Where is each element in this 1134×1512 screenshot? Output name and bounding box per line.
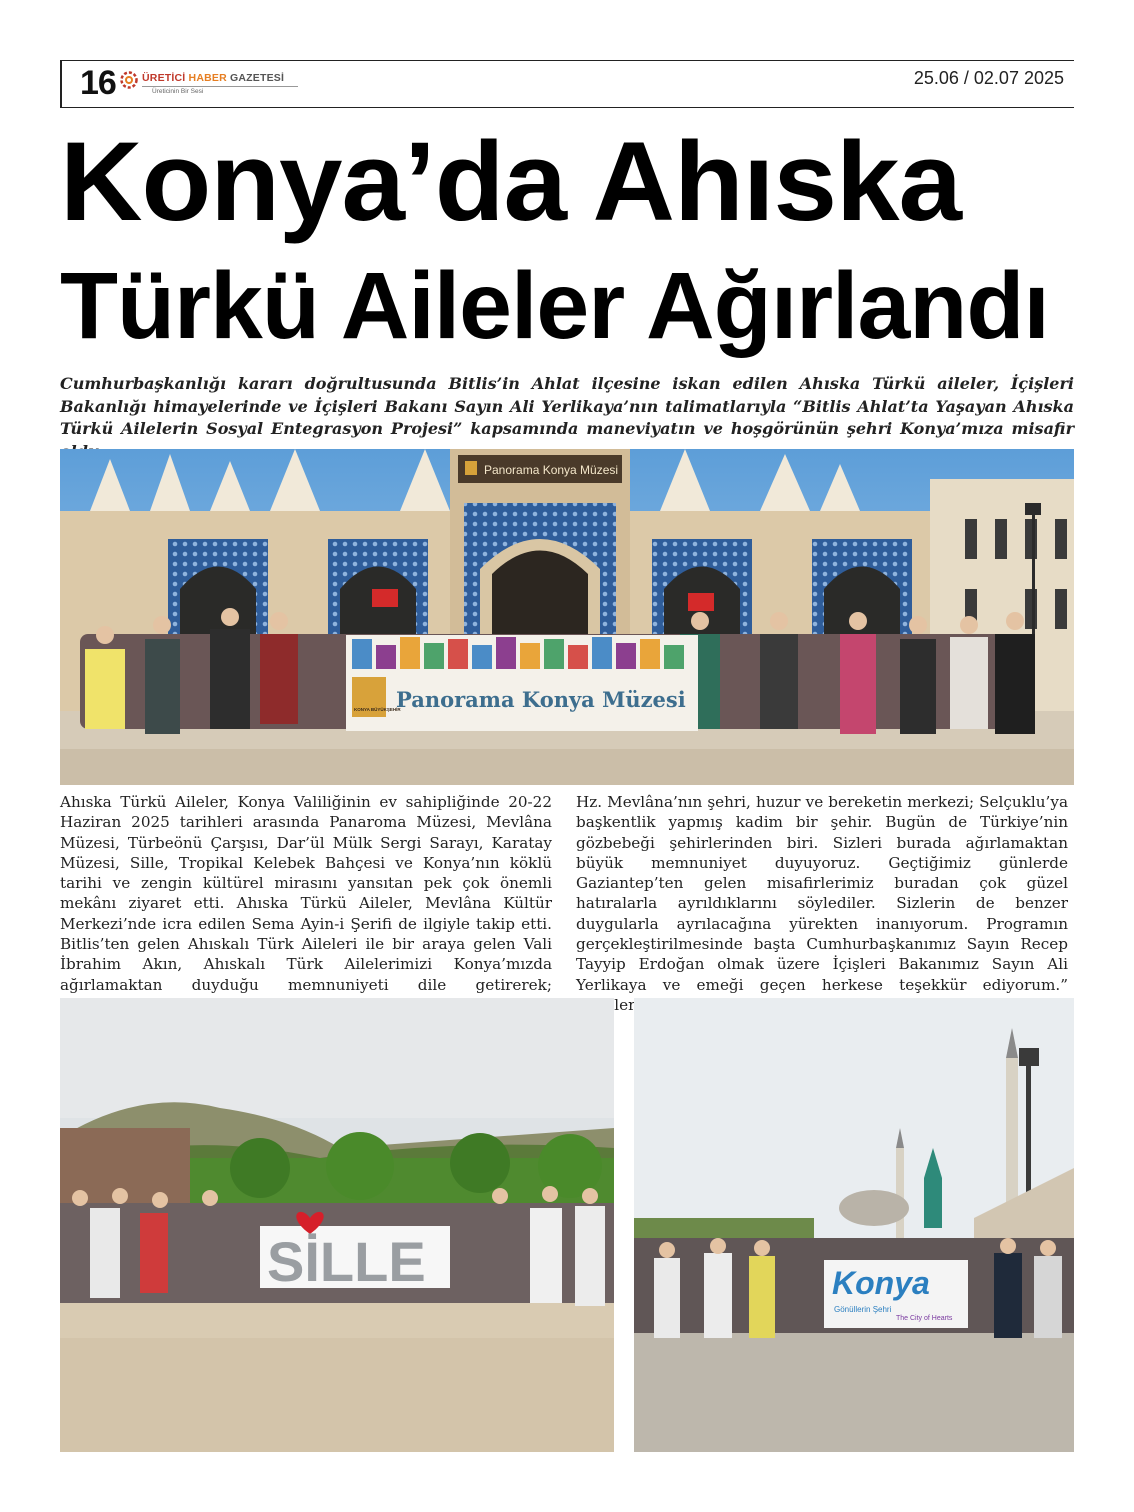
konya-sign-main: Konya [832,1265,930,1301]
article-body-column-1: Ahıska Türkü Aileler, Konya Valiliğinin ev sahipliğinde 20-22 Haziran 2025 tarihleri arasında Panaroma Müzesi, Mevlâna Müzesi, Türbeönü Çarşısı, Dar’ül Mülk Sergi Sarayı, Karatay Müzesi, Sille, Tropikal Kelebek Bahçesi ve Konya’nın köklü tarihi ve zengin kültürel mirasını yansıtan pek çok önemli mekânı ziyaret etti. Ahıska Türkü Aileler, Mevlâna Kültür Merkezi’nde icra edilen Sema Ayin-i Şerifi de ilgiyle takip etti. Bitlis’ten gelen Ahıskalı Türk Aileleri ile bir araya gelen Vali İbrahim Akın, Ahıskalı Türk Ailelerimizi Konya’mızda ağırlamaktan duyduğu memnuniyeti dile getirerek; [60,793,552,994]
konya-sign-sub-tr: Gönüllerin Şehri [834,1305,892,1314]
article-body-column-2: Hz. Mevlâna’nın şehri, huzur ve bereketin merkezi; Selçuklu’ya başkentlik yapmış kadim bir şehir. Bugün de Türkiye’nin gözbebeği şehirlerinden biri. Sizleri burada ağırlamaktan büyük memnuniyet duyuyoruz. Geçtiğimiz günlerde Gaziantep’ten gelen misafirlerimiz buradan çok güzel hatıralarla ayrıldıklarını söylediler. Sizlerin de benzer duygularla ayrılacağına yürekten inanıyorum. Programın gerçekleştirilmesinde başta Cumhurbaşkanımız Sayın Recep Tayyip Erdoğan olmak üzere İçişleri Bakanımız Sayın Ali Yerlikaya ve emeği geçen herkese teşekkür ediyorum.” ifadelerini [576,793,1068,1014]
page-number: 16 [80,64,116,102]
gear-icon [118,69,140,91]
logo-word-1: ÜRETİCİ [142,72,186,84]
photo-sille [60,998,614,1452]
display-sign-text: Panorama Konya Müzesi [396,687,686,712]
emblem-text: KONYA BÜYÜKŞEHİR [354,707,401,712]
photo-mevlana-square [634,998,1074,1452]
newspaper-logo [142,72,284,84]
logo-slogan: Üreticinin Bir Sesi [152,88,204,95]
logo-word-2: HABER [188,72,227,84]
issue-date: 25.06 / 02.07 2025 [913,68,1064,88]
logo-divider [142,86,298,87]
headline-line-2: Türkü Aileler Ağırlandı [60,253,1049,359]
headline-line-1: Konya’da Ahıska [60,119,962,244]
konya-sign-sub-en: The City of Hearts [896,1315,953,1322]
page-header [60,60,1074,108]
article-lead: Cumhurbaşkanlığı kararı doğrultusunda Bitlis’in Ahlat ilçesine iskan edilen Ahıska Türkü aileler, İçişleri Bakanlığı himayelerinde ve İçişleri Bakanı Sayın Ali Yerlikaya’nın talimatlarıyla “Bitlis Ahlat’ta Yaşayan Ahıska Türkü Ailelerin Sosyal Entegrasyon Projesi” kapsamında maneviyatın ve hoşgörünün şehri Konya’mıza misafir [60,374,1074,438]
main-photo-panorama-museum [60,449,1074,785]
header-left-rule [60,61,62,107]
logo-word-3: GAZETESİ [230,72,285,84]
museum-sign-text: Panorama Konya Müzesi [484,463,619,477]
sille-letters: SİLLE [267,1230,426,1293]
